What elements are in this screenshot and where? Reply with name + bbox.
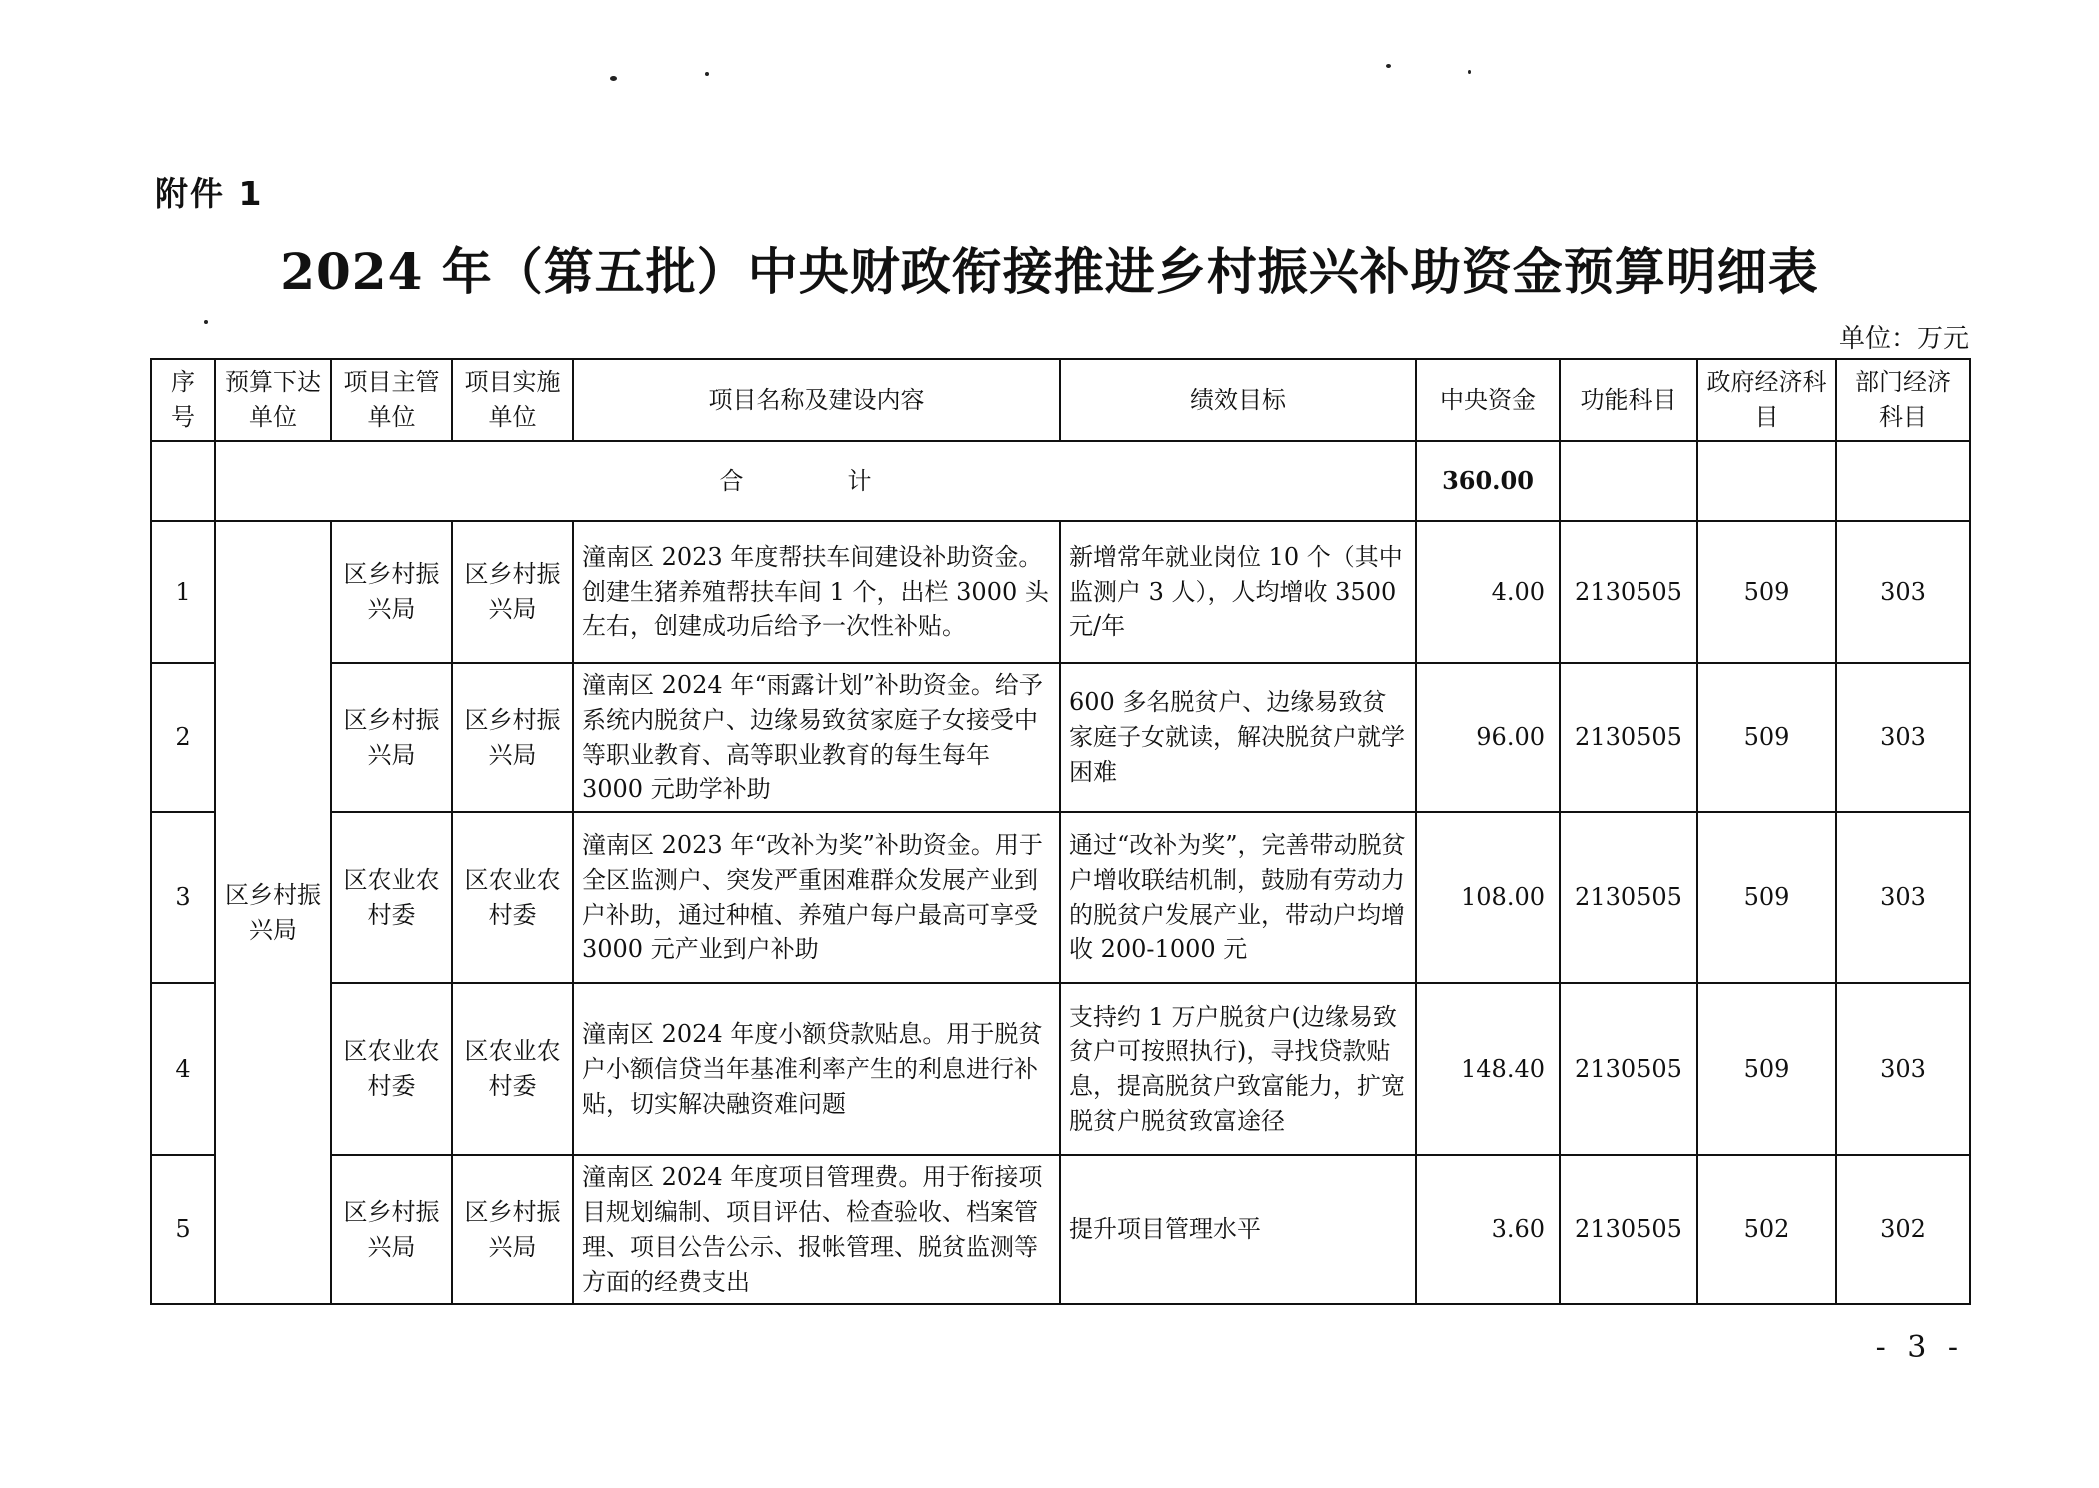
scan-speck <box>610 76 617 81</box>
row-supervising: 区乡村振兴局 <box>331 663 452 812</box>
row-goal: 600 多名脱贫户、边缘易致贫家庭子女就读，解决脱贫户就学困难 <box>1060 663 1416 812</box>
total-label: 合 计 <box>215 441 1416 521</box>
header-dept-econ-subject: 部门经济科目 <box>1836 359 1970 441</box>
total-blank <box>1836 441 1970 521</box>
row-implementing: 区乡村振兴局 <box>452 663 573 812</box>
row-project: 潼南区 2024 年度小额贷款贴息。用于脱贫户小额信贷当年基准利率产生的利息进行补贴，切实解决融资难问题 <box>573 983 1060 1155</box>
row-gov: 502 <box>1697 1155 1836 1304</box>
row-gov: 509 <box>1697 812 1836 983</box>
row-dept: 303 <box>1836 983 1970 1155</box>
row-dept: 302 <box>1836 1155 1970 1304</box>
row-goal: 支持约 1 万户脱贫户(边缘易致贫户可按照执行)，寻找贷款贴息，提高脱贫户致富能力，扩宽脱贫户脱贫致富途径 <box>1060 983 1416 1155</box>
header-goal: 绩效目标 <box>1060 359 1416 441</box>
row-gov: 509 <box>1697 663 1836 812</box>
header-implementing-unit: 项目实施单位 <box>452 359 573 441</box>
total-row <box>151 441 1970 521</box>
issuing-unit-merged: 区乡村振兴局 <box>215 521 331 1304</box>
row-supervising: 区乡村振兴局 <box>331 1155 452 1304</box>
header-supervising-unit: 项目主管单位 <box>331 359 452 441</box>
row-supervising: 区乡村振兴局 <box>331 521 452 663</box>
unit-label: 单位：万元 <box>1838 324 1969 354</box>
row-implementing: 区乡村振兴局 <box>452 521 573 663</box>
header-central-funds: 中央资金 <box>1416 359 1560 441</box>
row-seq: 3 <box>151 812 215 983</box>
row-amount: 96.00 <box>1416 663 1560 812</box>
row-project: 潼南区 2024 年“雨露计划”补助资金。给予系统内脱贫户、边缘易致贫家庭子女接受中等职业教育、高等职业教育的每生每年 3000 元助学补助 <box>573 663 1060 812</box>
page-title: 2024 年（第五批）中央财政衔接推进乡村振兴补助资金预算明细表 <box>280 242 1819 301</box>
row-dept: 303 <box>1836 812 1970 983</box>
row-seq: 2 <box>151 663 215 812</box>
row-supervising: 区农业农村委 <box>331 812 452 983</box>
row-function: 2130505 <box>1560 1155 1697 1304</box>
scan-speck <box>204 320 208 324</box>
table-row <box>151 521 1970 663</box>
header-gov-econ-subject: 政府经济科目 <box>1697 359 1836 441</box>
row-amount: 3.60 <box>1416 1155 1560 1304</box>
table-row <box>151 983 1970 1155</box>
header-project: 项目名称及建设内容 <box>573 359 1060 441</box>
row-project: 潼南区 2024 年度项目管理费。用于衔接项目规划编制、项目评估、检查验收、档案管理、项目公告公示、报帐管理、脱贫监测等方面的经费支出 <box>573 1155 1060 1304</box>
row-gov: 509 <box>1697 983 1836 1155</box>
row-gov: 509 <box>1697 521 1836 663</box>
total-blank <box>1560 441 1697 521</box>
page-number: - 3 - <box>1875 1330 1964 1365</box>
row-project: 潼南区 2023 年“改补为奖”补助资金。用于全区监测户、突发严重困难群众发展产业到户补助，通过种植、养殖户每户最高可享受 3000 元产业到户补助 <box>573 812 1060 983</box>
row-function: 2130505 <box>1560 983 1697 1155</box>
row-implementing: 区乡村振兴局 <box>452 1155 573 1304</box>
total-amount: 360.00 <box>1416 441 1560 521</box>
annex-label: 附件 1 <box>155 174 264 213</box>
header-function-subject: 功能科目 <box>1560 359 1697 441</box>
scan-speck <box>705 72 709 76</box>
total-blank <box>1697 441 1836 521</box>
header-seq: 序号 <box>151 359 215 441</box>
budget-table <box>150 358 1971 1305</box>
row-function: 2130505 <box>1560 812 1697 983</box>
row-implementing: 区农业农村委 <box>452 812 573 983</box>
header-row <box>151 359 1970 441</box>
row-function: 2130505 <box>1560 663 1697 812</box>
row-project: 潼南区 2023 年度帮扶车间建设补助资金。创建生猪养殖帮扶车间 1 个，出栏 3000 头左右，创建成功后给予一次性补贴。 <box>573 521 1060 663</box>
total-blank <box>151 441 215 521</box>
row-seq: 1 <box>151 521 215 663</box>
row-amount: 148.40 <box>1416 983 1560 1155</box>
row-function: 2130505 <box>1560 521 1697 663</box>
scan-speck <box>1468 70 1471 74</box>
row-goal: 通过“改补为奖”，完善带动脱贫户增收联结机制，鼓励有劳动力的脱贫户发展产业，带动户均增收 200-1000 元 <box>1060 812 1416 983</box>
row-amount: 4.00 <box>1416 521 1560 663</box>
row-seq: 5 <box>151 1155 215 1304</box>
table-row <box>151 1155 1970 1304</box>
row-implementing: 区农业农村委 <box>452 983 573 1155</box>
table-row <box>151 812 1970 983</box>
row-amount: 108.00 <box>1416 812 1560 983</box>
row-dept: 303 <box>1836 521 1970 663</box>
table-row <box>151 663 1970 812</box>
row-dept: 303 <box>1836 663 1970 812</box>
row-goal: 提升项目管理水平 <box>1060 1155 1416 1304</box>
row-goal: 新增常年就业岗位 10 个（其中监测户 3 人），人均增收 3500 元/年 <box>1060 521 1416 663</box>
header-issuing-unit: 预算下达单位 <box>215 359 331 441</box>
row-supervising: 区农业农村委 <box>331 983 452 1155</box>
row-seq: 4 <box>151 983 215 1155</box>
scan-speck <box>1386 64 1391 68</box>
